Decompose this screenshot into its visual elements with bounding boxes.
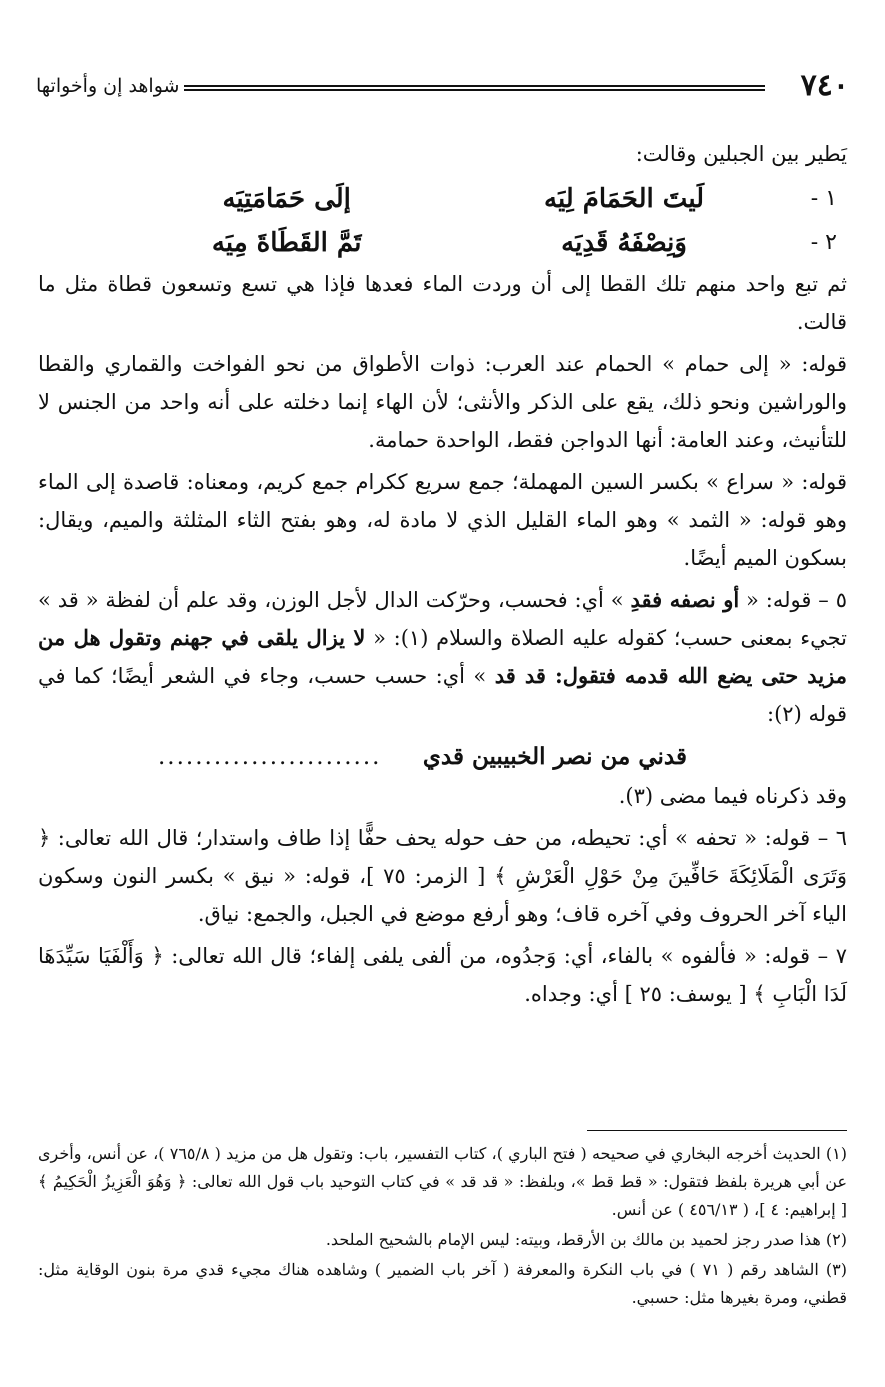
poetry-quote [38, 737, 847, 777]
main-text [38, 135, 847, 1017]
text-run: » أي: فحسب، وحرّكت الدال لأجل الوزن، وقد علم أن لفظة « قد » تجيء بمعنى حسب؛ كقوله عليه الصلاة والسلام (١): « [38, 588, 847, 650]
verse-second-hemistich: إلَى حَمَامَتِيَه [222, 184, 351, 214]
paragraph [38, 581, 847, 733]
verse-first-hemistich: لَيتَ الحَمَامَ لِيَه [544, 184, 705, 214]
intro-line: يَطير بين الجبلين وقالت: [635, 142, 847, 166]
footnote: (٣) الشاهد رقم ( ٧١ ) في باب النكرة والمعرفة ( آخر باب الضمير ) وشاهده هناك مجيء قدي مرة بنون الوقاية مثل: قطني، ومرة بغيرها مثل: حسبي. [38, 1260, 848, 1307]
footnote: (١) الحديث أخرجه البخاري في صحيحه ( فتح الباري )، كتاب التفسير، باب: وتقول هل من مزيد ( ٧٦٥/٨ )، عن أنس، وأخرى عن أبي هريرة بلفظ فتقول: « قط قط »، وبلفظ: « قد قد » في كتاب التوحيد باب قول الله تعالى: ﴿ وَهُوَ الْعَزِيزُ الْحَكِيمُ ﴾ [ إبراهيم: ٤ ]، ( ٤٥٦/١٣ ) عن أنس. [38, 1144, 847, 1219]
quoted-bold: أو نصفه فقدِ [630, 587, 740, 612]
text-run: ٥ – قوله: « [739, 588, 847, 612]
page-number: ٧٤٠ [800, 68, 849, 103]
running-title: شواهد إن وأخواتها [36, 75, 180, 97]
hadith-bold: لا يزال يلقى في جهنم وتقول هل من مزيد حتى يضع الله قدمه فتقول: قد قد [38, 625, 847, 688]
page-header [36, 66, 849, 106]
paragraph: وقد ذكرناه فيما مضى (٣). [618, 784, 847, 808]
verse-first-hemistich: وَنِصْفَهُ قَدِيَه [561, 228, 687, 258]
paragraph: ثم تبع واحد منهم تلك القطا إلى أن وردت الماء فعدها فإذا هي تسع وتسعون قطاة مثل ما قالت. [38, 272, 847, 334]
footnotes [38, 1140, 847, 1314]
quote-dots: ........................ [158, 744, 382, 770]
verse-line-1 [38, 177, 847, 221]
paragraph: قوله: « إلى حمام » الحمام عند العرب: ذوات الأطواق من نحو الفواخت والقماري والقطا والوراشين ونحو ذلك، يقع على الذكر والأنثى؛ لأن الهاء إنما دخلته على أنه واحد من الجنس لا للتأنيث، وعند العامة: أنها الدواجن فقط، الواحدة حمامة. [38, 352, 847, 452]
verse-line-2 [38, 221, 847, 265]
verse-number: ٢ - [810, 230, 837, 255]
text-run: » أي: حسب حسب، وجاء في الشعر أيضًا؛ كما في قوله (٢): [38, 664, 847, 726]
paragraph: ٦ – قوله: « تحفه » أي: تحيطه، من حف حوله يحف حفًّا إذا طاف واستدار؛ قال الله تعالى: ﴿ وَتَرَى الْمَلَائِكَةَ حَافِّينَ مِنْ حَوْلِ الْعَرْشِ ﴾ [ الزمر: ٧٥ ]، قوله: « نيق » بكسر النون وسكون الياء آخر الحروف وفي آخره قاف؛ وهو أرفع موضع في الجبل، والجمع: نياق. [38, 826, 848, 926]
quote-hemistich: قدني من نصر الخبيبين قدي [422, 743, 687, 770]
paragraph: قوله: « سراع » بكسر السين المهملة؛ جمع سريع ككرام جمع كريم، ومعناه: قاصدة إلى الماء وهو قوله: « الثمد » وهو الماء القليل الذي لا مادة له، وهو بفتح الثاء المثلثة والميم، ويقال: بسكون الميم أيضًا. [38, 470, 847, 570]
header-double-rule [184, 85, 765, 91]
paragraph: ٧ – قوله: « فألفوه » بالفاء، أي: وَجدُوه، من ألفى يلفى إلفاء؛ قال الله تعالى: ﴿ وَأَلْفَيَا سَيِّدَهَا لَدَا الْبَابِ ﴾ [ يوسف: ٢٥ ] أي: وجداه. [38, 944, 847, 1006]
footnote-separator [587, 1130, 847, 1131]
verse-number: ١ - [810, 186, 837, 211]
verse-second-hemistich: تَمَّ القَطَاةَ مِيَه [211, 228, 362, 258]
footnote: (٢) هذا صدر رجز لحميد بن مالك بن الأرقط، وبيته: ليس الإمام بالشحيح الملحد. [325, 1230, 847, 1249]
